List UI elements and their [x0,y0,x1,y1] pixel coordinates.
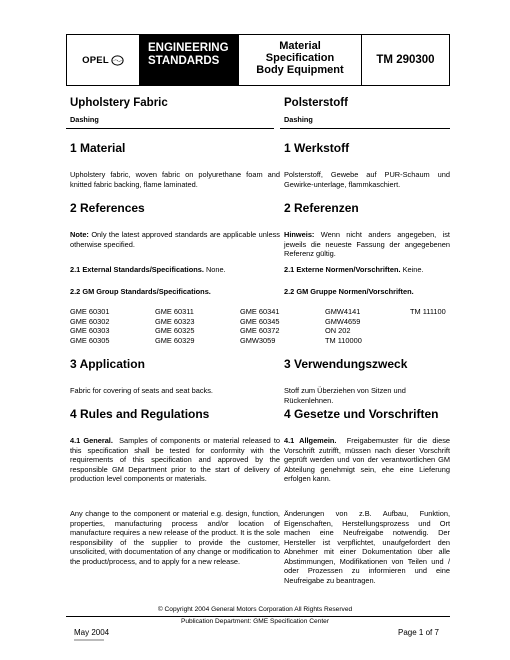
block-line-2: STANDARDS [148,55,220,67]
heading-application: 3 Application [70,357,145,371]
brand-logo [67,35,140,85]
externe-normen [284,265,424,274]
change-paragraph-en: Any change to the component or material e.g. design, function, properties, manufacturing process and/or location of manufacture requires a new release of the product. It is the sole responsibility of the supplier to provide the customer, unsolicited, with documentation of any change or modification to the product/process, and to apply for a new release. [70,509,280,566]
hinweis-text: Wenn nicht anders angegeben, ist jeweils die neueste Fassung der angegebenen Referenz gültig. [284,230,450,258]
externe-normen-value: Keine. [402,265,424,274]
gm-standard: TM 110000 [325,335,362,345]
heading-verwendungszweck: 3 Verwendungszweck [284,357,408,371]
gm-standard: GME 60323 [155,316,195,326]
heading-referenzen: 2 Referenzen [284,201,359,215]
werkstoff-text: Polsterstoff, Gewebe auf PUR-Schaum und Gewirke-unterlage, flammkaschiert. [284,170,450,189]
note-label: Note: [70,230,89,239]
heading-material: 1 Material [70,141,126,155]
gm-standard: GME 60303 [70,326,110,335]
general-text: Samples of components or material released to this specification shall be tested for conformity with the requirements of this specification and approved by the responsible GM Department prior to the start of delivery of production level components or materials. [70,436,281,483]
general-paragraph [70,436,280,484]
note-text: Only the latest approved standards are applicable unless otherwise specified. [70,230,280,249]
change-paragraph-de: Änderungen von z.B. Aufbau, Funktion, Eigenschaften, Herstellungsprozess und Ort machen eine Neufreigabe notwendig. Der Hersteller ist verpflichtet, unaufgefordert den Abnehmer mit einer Dokumentation über alle Abstimmungen, Modifikationen von Teilen und / oder Prozessen zu informieren und eine Neufreigabe zu beantragen. [284,509,450,585]
application-text: Fabric for covering of seats and seat backs. [70,386,213,395]
heading-gesetze: 4 Gesetze und Vorschriften [284,407,439,421]
divider-de [280,128,450,129]
footer-fineprint-mark [74,639,104,641]
gm-standard: ON 202 [325,326,351,335]
heading-rules: 4 Rules and Regulations [70,407,210,421]
doc-number: TM 290300 [376,54,435,66]
externe-normen-label: 2.1 Externe Normen/Vorschriften. [284,265,401,274]
gm-standards-col-5 [410,307,446,317]
gm-standard: GME 60341 [240,307,280,316]
page-number: Page 1 of 7 [398,628,439,637]
header-box [66,34,450,86]
subtitle-en: Dashing [70,115,99,124]
publication-department: Publication Department: GME Specification Center [180,618,330,625]
title-de: Polsterstoff [284,97,348,109]
gm-standard: TM 111100 [410,307,446,316]
referenzen-note [284,230,450,259]
issue-date: May 2004 [74,628,110,637]
gm-standard: GME 60329 [155,335,195,345]
gm-standard: GMW4141 [325,307,361,316]
opel-blitz-icon [111,55,124,66]
hinweis-label: Hinweis: [284,230,315,239]
material-text: Upholstery fabric, woven fabric on polyurethane foam and knitted fabric backing, flame laminated. [70,170,280,189]
external-standards-value: None. [205,265,226,274]
block-line-1: ENGINEERING [148,42,229,54]
gm-standards-col-4 [325,307,362,345]
doc-type-line-3: Body Equipment [256,64,344,76]
gm-standards-col-2 [155,307,194,345]
gm-standard: GME 60345 [240,316,280,326]
title-en: Upholstery Fabric [70,97,168,109]
footer-rule [66,616,450,617]
doc-type-line-1: Material [279,40,321,52]
copyright: © Copyright 2004 General Motors Corporation All Rights Reserved [157,606,353,613]
subtitle-de: Dashing [284,115,313,124]
allgemein-text: Freigabemuster für die diese Vorschrift zutrifft, müssen nach dieser Vorschrift geprüft werden und von der verantwortlichen GM Abteilung genehmigt sein, ehe eine Lieferung erfolgen kann. [284,436,450,483]
gm-standard: GME 60305 [70,335,110,345]
heading-references: 2 References [70,201,145,215]
external-standards [70,265,226,274]
general-label: 4.1 General. [70,436,113,445]
brand-name: OPEL [82,54,109,66]
gm-standard: GMW4659 [325,316,361,326]
doc-type-line-2: Specification [265,52,335,64]
external-standards-label: 2.1 External Standards/Specifications. [70,265,204,274]
verwendungszweck-text: Stoff zum Überziehen von Sitzen und Rückenlehnen. [284,386,406,405]
references-note [70,230,280,249]
divider-en [66,128,274,129]
gm-standards-col-1 [70,307,109,345]
gm-gruppe-normen-label: 2.2 GM Gruppe Normen/Vorschriften. [284,287,414,296]
allgemein-label: 4.1 Allgemein. [284,436,337,445]
gm-standard: GME 60372 [240,326,280,335]
gm-standard: GME 60302 [70,316,110,326]
gm-standard: GME 60325 [155,326,195,335]
gm-standards-col-3 [240,307,279,345]
engineering-standards-block [140,35,239,85]
gm-standard: GMW3059 [240,335,276,345]
heading-werkstoff: 1 Werkstoff [284,141,350,155]
gm-standard: GME 60311 [155,307,194,316]
gm-standard: GME 60301 [70,307,110,316]
gm-gruppe-normen [284,287,414,296]
gm-group-standards-label: 2.2 GM Group Standards/Specifications. [70,287,211,296]
allgemein-paragraph [284,436,450,484]
doc-type [239,35,362,85]
gm-group-standards [70,287,211,296]
